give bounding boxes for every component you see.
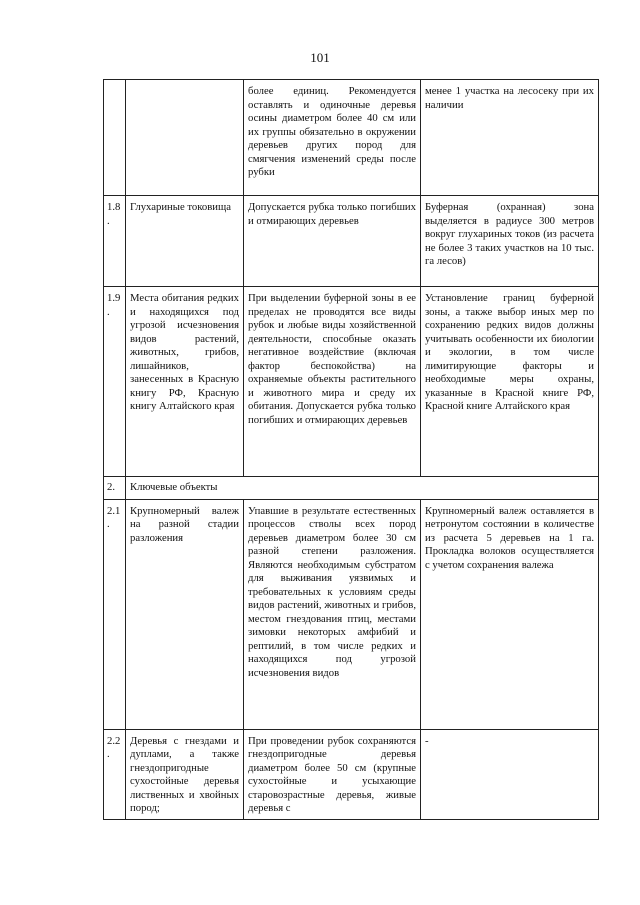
table-row bbox=[104, 80, 599, 196]
table-row bbox=[104, 729, 599, 819]
requirement-cell: При проведении рубок сохраняются гнездопригодные деревья диаметром более 50 см (крупные сухостойные и усыхающие старовозрастные деревья, живые деревья с bbox=[244, 729, 421, 819]
row-number: 2. bbox=[104, 477, 126, 500]
object-cell bbox=[126, 80, 244, 196]
object-cell: Деревья с гнездами и дуплами, а также гнездопригодные сухостойные деревья лиственных и хвойных пород; bbox=[126, 729, 244, 819]
table-row bbox=[104, 196, 599, 287]
row-number: 2.2. bbox=[104, 729, 126, 819]
requirements-table bbox=[103, 79, 599, 820]
measure-cell: - bbox=[421, 729, 599, 819]
row-number bbox=[104, 80, 126, 196]
requirement-cell: Допускается рубка только погибших и отмирающих деревьев bbox=[244, 196, 421, 287]
object-cell: Места обитания редких и находящихся под угрозой исчезновения видов растений, животных, грибов, лишайников, занесенных в Красную книгу РФ, Красную книгу Алтайского края bbox=[126, 287, 244, 477]
object-cell: Крупномерный валеж на разной стадии разложения bbox=[126, 499, 244, 729]
measure-cell: менее 1 участка на лесосеку при их наличии bbox=[421, 80, 599, 196]
table-row bbox=[104, 499, 599, 729]
row-number: 1.8. bbox=[104, 196, 126, 287]
measure-cell: Буферная (охранная) зона выделяется в радиусе 300 метров вокруг глухариных токов (из расчета не более 3 таких участков на 10 тыс. га лесов) bbox=[421, 196, 599, 287]
requirement-cell: Упавшие в результате естественных процессов стволы всех пород деревьев диаметром более 30 см разной степени разложения. Являются необходимым субстратом для выживания уязвимых и требовательных к условиям среды видов растений, животных и грибов, местом гнездования птиц, местами зимовки некоторых амфибий и рептилий, в том числе редких и находящихся под угрозой исчезновения видов bbox=[244, 499, 421, 729]
requirement-cell: При выделении буферной зоны в ее пределах не проводятся все виды рубок и любые виды хозяйственной деятельности, способные оказать негативное воздействие (включая фактор беспокойства) на охраняемые объекты растительного и животного мира и среду их обитания. Допускается рубка только погибших и отмирающих деревьев bbox=[244, 287, 421, 477]
row-number: 2.1. bbox=[104, 499, 126, 729]
object-cell: Глухариные токовища bbox=[126, 196, 244, 287]
table-row bbox=[104, 287, 599, 477]
measure-cell: Установление границ буферной зоны, а также выбор иных мер по сохранению редких видов должны учитывать особенности их биологии и экологии, в том числе лимитирующие факторы и необходимые меры охраны, указанные в Красной книге РФ, Красной книге Алтайского края bbox=[421, 287, 599, 477]
section-title: Ключевые объекты bbox=[126, 477, 599, 500]
measure-cell: Крупномерный валеж оставляется в нетронутом состоянии в количестве из расчета 5 деревьев на 1 га. Прокладка волоков осуществляется с учетом сохранения валежа bbox=[421, 499, 599, 729]
section-row bbox=[104, 477, 599, 500]
row-number: 1.9. bbox=[104, 287, 126, 477]
requirement-cell: более единиц. Рекомендуется оставлять и одиночные деревья осины диаметром более 40 см или их группы обязательно в окружении деревьев других пород для смягчения изменений среды после рубки bbox=[244, 80, 421, 196]
page-number: 101 bbox=[310, 50, 330, 65]
